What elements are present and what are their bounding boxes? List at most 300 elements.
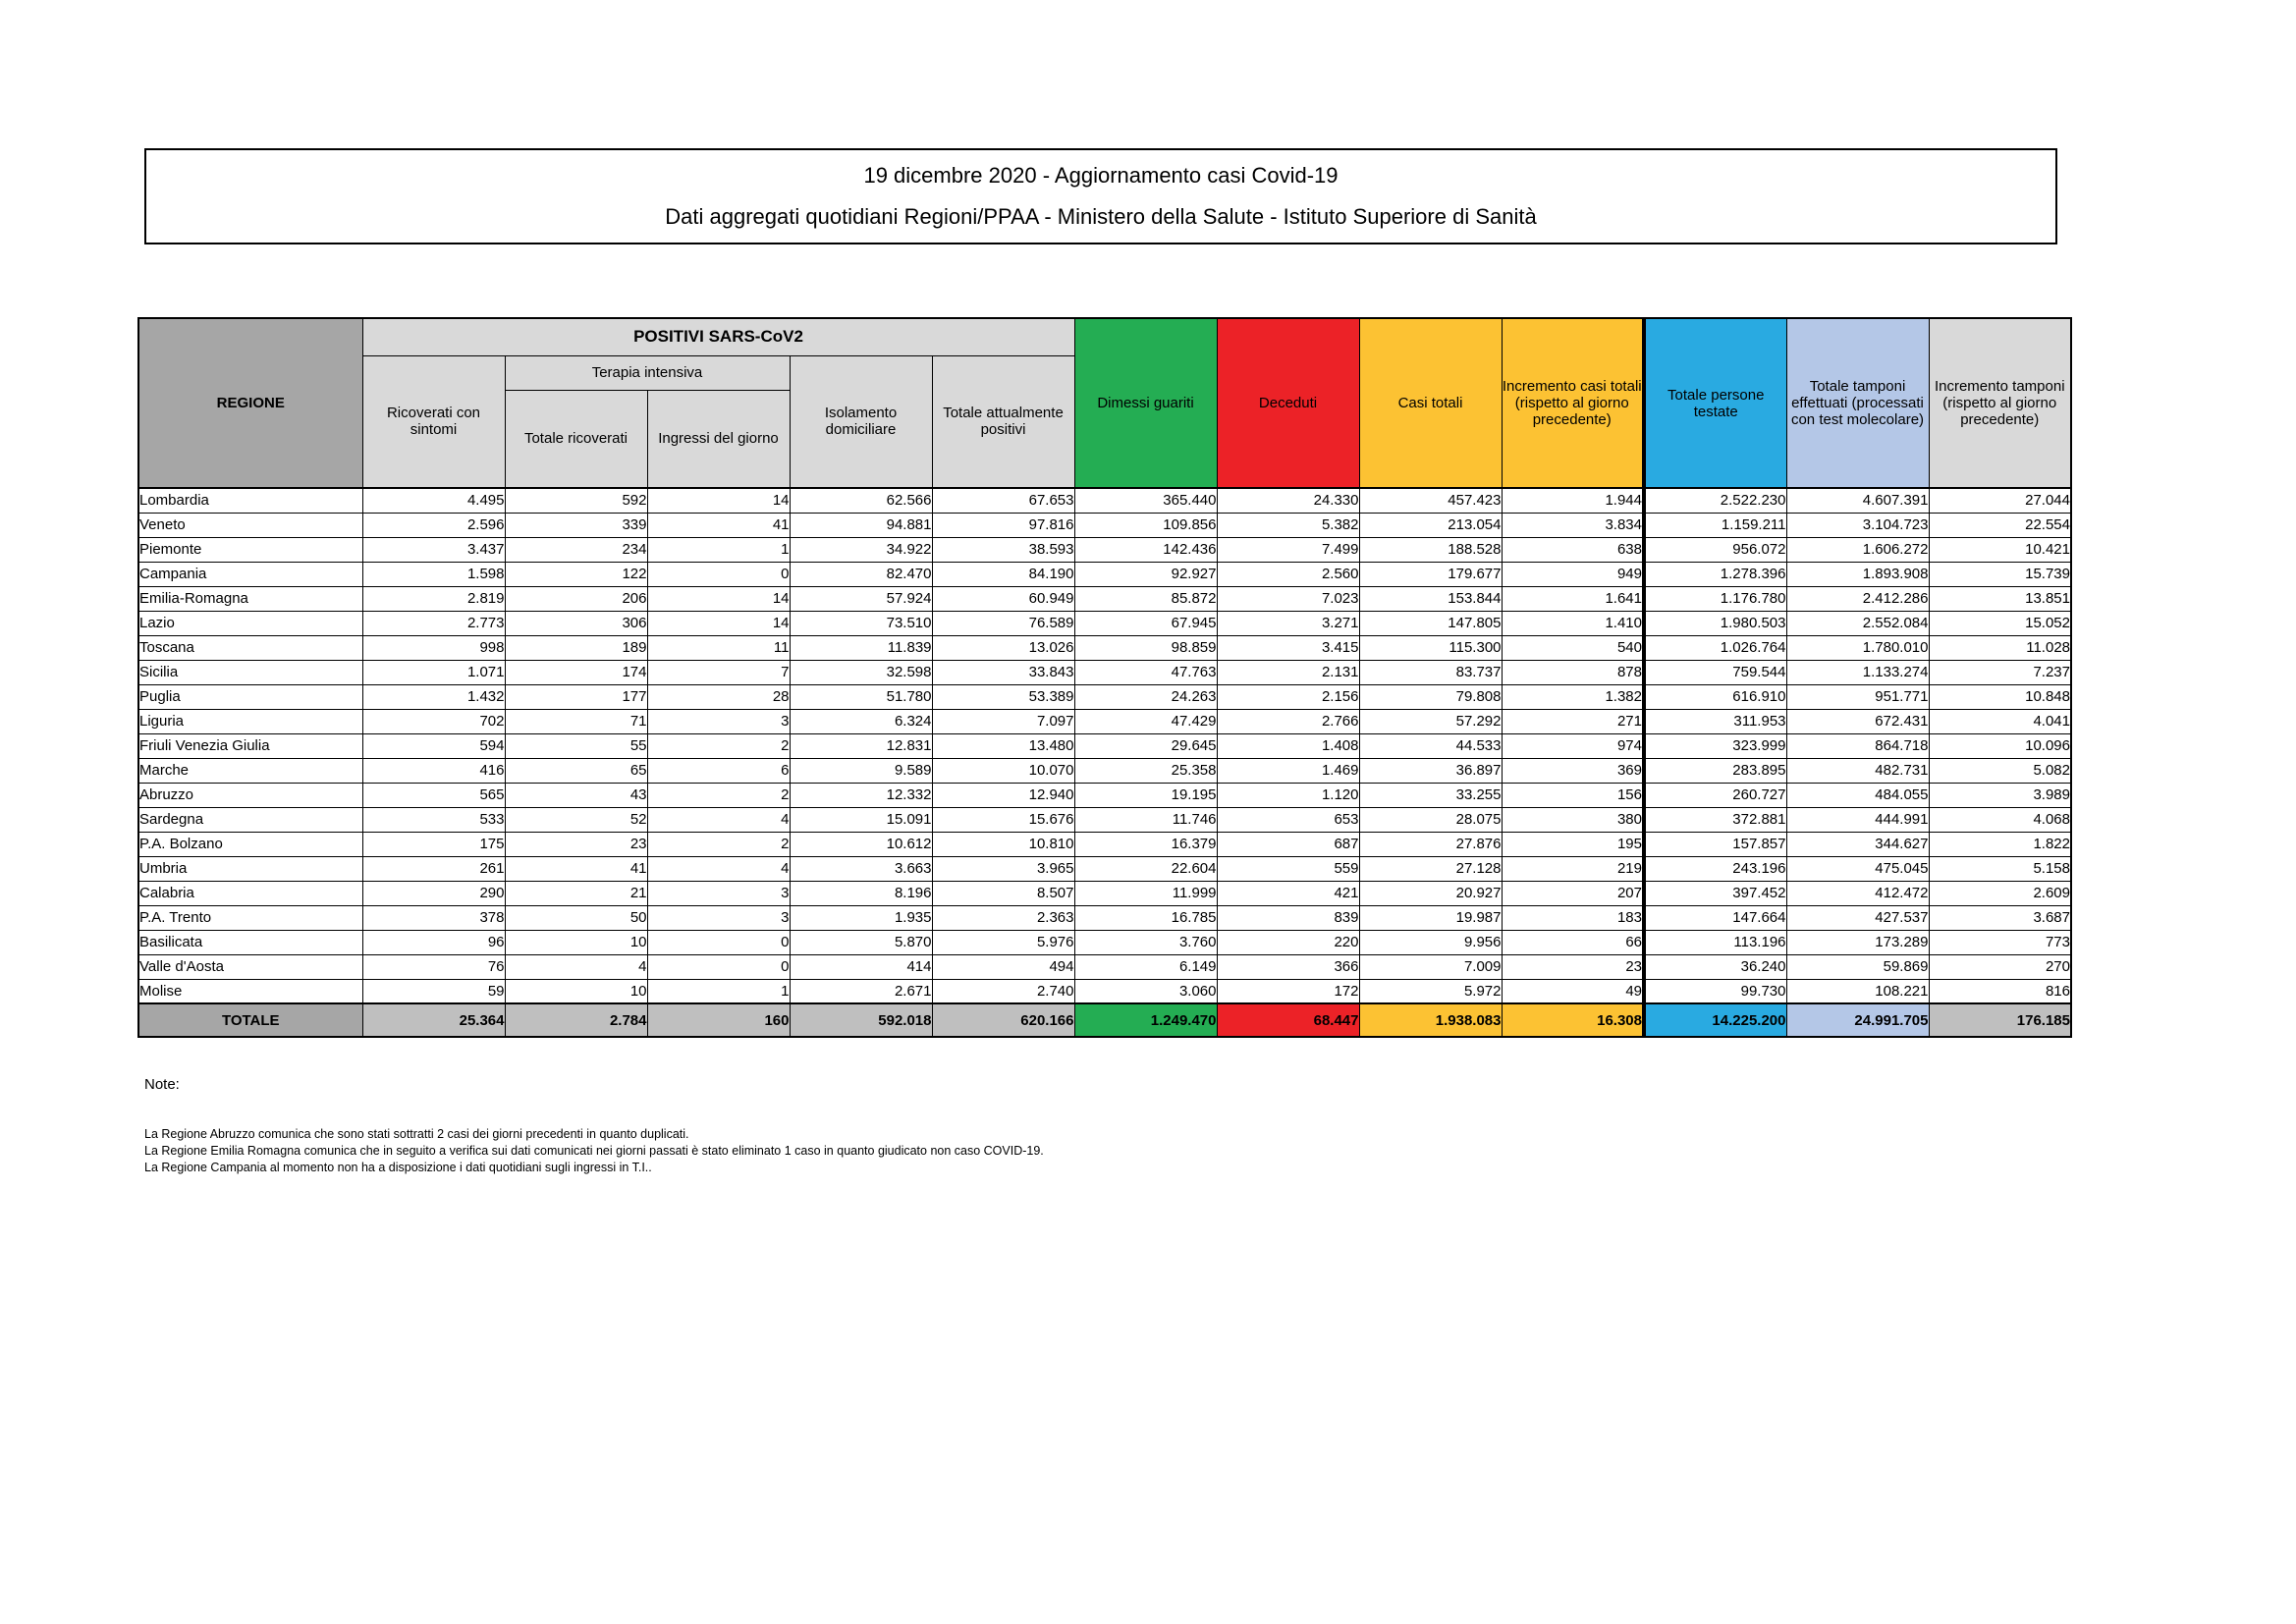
value-cell: 3.989 — [1929, 783, 2071, 807]
table-row — [138, 905, 2071, 930]
value-cell: 5.976 — [932, 930, 1074, 954]
value-cell: 1.938.083 — [1359, 1003, 1502, 1037]
value-cell: 53.389 — [932, 684, 1074, 709]
column-header-deceduti: Deceduti — [1217, 318, 1359, 488]
value-cell: 50 — [505, 905, 647, 930]
value-cell: 2.671 — [790, 979, 932, 1003]
value-cell: 0 — [647, 954, 790, 979]
value-cell: 115.300 — [1359, 635, 1502, 660]
region-name: Basilicata — [138, 930, 362, 954]
value-cell: 19.987 — [1359, 905, 1502, 930]
value-cell: 540 — [1502, 635, 1644, 660]
value-cell: 15.739 — [1929, 562, 2071, 586]
value-cell: 174 — [505, 660, 647, 684]
value-cell: 687 — [1217, 832, 1359, 856]
value-cell: 372.881 — [1644, 807, 1786, 832]
value-cell: 172 — [1217, 979, 1359, 1003]
value-cell: 2.412.286 — [1786, 586, 1929, 611]
value-cell: 76.589 — [932, 611, 1074, 635]
region-name: Veneto — [138, 513, 362, 537]
value-cell: 25.364 — [362, 1003, 505, 1037]
value-cell: 51.780 — [790, 684, 932, 709]
value-cell: 7.499 — [1217, 537, 1359, 562]
value-cell: 79.808 — [1359, 684, 1502, 709]
value-cell: 1.469 — [1217, 758, 1359, 783]
value-cell: 12.332 — [790, 783, 932, 807]
value-cell: 10.070 — [932, 758, 1074, 783]
value-cell: 1 — [647, 537, 790, 562]
value-cell: 416 — [362, 758, 505, 783]
region-name: Umbria — [138, 856, 362, 881]
value-cell: 0 — [647, 930, 790, 954]
value-cell: 15.052 — [1929, 611, 2071, 635]
value-cell: 3.663 — [790, 856, 932, 881]
value-cell: 702 — [362, 709, 505, 733]
value-cell: 173.289 — [1786, 930, 1929, 954]
value-cell: 11.999 — [1074, 881, 1217, 905]
value-cell: 594 — [362, 733, 505, 758]
value-cell: 974 — [1502, 733, 1644, 758]
notes-section — [144, 1076, 1044, 1176]
value-cell: 878 — [1502, 660, 1644, 684]
column-header-incremento-tamponi: Incremento tamponi (rispetto al giorno precedente) — [1929, 318, 2071, 488]
value-cell: 421 — [1217, 881, 1359, 905]
table-row — [138, 979, 2071, 1003]
value-cell: 13.480 — [932, 733, 1074, 758]
value-cell: 62.566 — [790, 488, 932, 513]
value-cell: 3.760 — [1074, 930, 1217, 954]
value-cell: 3.687 — [1929, 905, 2071, 930]
value-cell: 21 — [505, 881, 647, 905]
value-cell: 2.766 — [1217, 709, 1359, 733]
value-cell: 67.653 — [932, 488, 1074, 513]
column-header-attualmente-positivi: Totale attualmente positivi — [932, 355, 1074, 488]
value-cell: 1 — [647, 979, 790, 1003]
value-cell: 1.641 — [1502, 586, 1644, 611]
value-cell: 344.627 — [1786, 832, 1929, 856]
value-cell: 4 — [647, 856, 790, 881]
value-cell: 7.097 — [932, 709, 1074, 733]
value-cell: 59 — [362, 979, 505, 1003]
region-name: Sardegna — [138, 807, 362, 832]
value-cell: 366 — [1217, 954, 1359, 979]
value-cell: 188.528 — [1359, 537, 1502, 562]
value-cell: 1.159.211 — [1644, 513, 1786, 537]
value-cell: 85.872 — [1074, 586, 1217, 611]
notes-heading: Note: — [144, 1076, 180, 1093]
table-body — [138, 488, 2071, 1037]
value-cell: 10.421 — [1929, 537, 2071, 562]
value-cell: 2.363 — [932, 905, 1074, 930]
region-name: Sicilia — [138, 660, 362, 684]
value-cell: 271 — [1502, 709, 1644, 733]
value-cell: 864.718 — [1786, 733, 1929, 758]
value-cell: 565 — [362, 783, 505, 807]
table-row — [138, 537, 2071, 562]
value-cell: 6.324 — [790, 709, 932, 733]
value-cell: 14 — [647, 586, 790, 611]
value-cell: 66 — [1502, 930, 1644, 954]
value-cell: 147.664 — [1644, 905, 1786, 930]
value-cell: 592.018 — [790, 1003, 932, 1037]
table-row — [138, 513, 2071, 537]
value-cell: 11.028 — [1929, 635, 2071, 660]
region-name: Campania — [138, 562, 362, 586]
value-cell: 1.026.764 — [1644, 635, 1786, 660]
value-cell: 23 — [1502, 954, 1644, 979]
value-cell: 3.104.723 — [1786, 513, 1929, 537]
region-name: Liguria — [138, 709, 362, 733]
value-cell: 65 — [505, 758, 647, 783]
value-cell: 41 — [505, 856, 647, 881]
column-header-isolamento: Isolamento domiciliare — [790, 355, 932, 488]
table-row — [138, 930, 2071, 954]
value-cell: 0 — [647, 562, 790, 586]
value-cell: 15.091 — [790, 807, 932, 832]
table-row — [138, 807, 2071, 832]
value-cell: 195 — [1502, 832, 1644, 856]
value-cell: 22.554 — [1929, 513, 2071, 537]
region-name: Marche — [138, 758, 362, 783]
value-cell: 16.785 — [1074, 905, 1217, 930]
title-line-1: 19 dicembre 2020 - Aggiornamento casi Covid-19 — [863, 163, 1339, 188]
note-line: La Regione Campania al momento non ha a disposizione i dati quotidiani sugli ingressi in T.I.. — [144, 1161, 652, 1174]
value-cell: 12.831 — [790, 733, 932, 758]
value-cell: 52 — [505, 807, 647, 832]
column-header-incremento-casi: Incremento casi totali (rispetto al giorno precedente) — [1502, 318, 1644, 488]
value-cell: 12.940 — [932, 783, 1074, 807]
value-cell: 4 — [647, 807, 790, 832]
region-name: Emilia-Romagna — [138, 586, 362, 611]
value-cell: 243.196 — [1644, 856, 1786, 881]
value-cell: 34.922 — [790, 537, 932, 562]
value-cell: 5.158 — [1929, 856, 2071, 881]
value-cell: 484.055 — [1786, 783, 1929, 807]
value-cell: 28 — [647, 684, 790, 709]
value-cell: 839 — [1217, 905, 1359, 930]
column-header-persone-testate: Totale persone testate — [1644, 318, 1786, 488]
value-cell: 414 — [790, 954, 932, 979]
value-cell: 27.044 — [1929, 488, 2071, 513]
value-cell: 36.240 — [1644, 954, 1786, 979]
table-row — [138, 733, 2071, 758]
value-cell: 3.437 — [362, 537, 505, 562]
totale-row — [138, 1003, 2071, 1037]
column-header-regione: REGIONE — [138, 318, 362, 488]
region-name: Molise — [138, 979, 362, 1003]
value-cell: 638 — [1502, 537, 1644, 562]
value-cell: 397.452 — [1644, 881, 1786, 905]
value-cell: 951.771 — [1786, 684, 1929, 709]
value-cell: 108.221 — [1786, 979, 1929, 1003]
region-name: P.A. Bolzano — [138, 832, 362, 856]
value-cell: 11 — [647, 635, 790, 660]
value-cell: 365.440 — [1074, 488, 1217, 513]
value-cell: 25.358 — [1074, 758, 1217, 783]
value-cell: 24.263 — [1074, 684, 1217, 709]
value-cell: 183 — [1502, 905, 1644, 930]
value-cell: 28.075 — [1359, 807, 1502, 832]
value-cell: 82.470 — [790, 562, 932, 586]
table-row — [138, 684, 2071, 709]
value-cell: 1.893.908 — [1786, 562, 1929, 586]
value-cell: 206 — [505, 586, 647, 611]
value-cell: 3.271 — [1217, 611, 1359, 635]
value-cell: 175 — [362, 832, 505, 856]
value-cell: 2 — [647, 783, 790, 807]
value-cell: 369 — [1502, 758, 1644, 783]
value-cell: 10 — [505, 930, 647, 954]
value-cell: 8.196 — [790, 881, 932, 905]
value-cell: 592 — [505, 488, 647, 513]
value-cell: 43 — [505, 783, 647, 807]
value-cell: 412.472 — [1786, 881, 1929, 905]
totale-label: TOTALE — [138, 1003, 362, 1037]
value-cell: 380 — [1502, 807, 1644, 832]
region-name: Piemonte — [138, 537, 362, 562]
region-name: Lazio — [138, 611, 362, 635]
value-cell: 10.848 — [1929, 684, 2071, 709]
value-cell: 109.856 — [1074, 513, 1217, 537]
table-row — [138, 881, 2071, 905]
value-cell: 1.980.503 — [1644, 611, 1786, 635]
value-cell: 2.560 — [1217, 562, 1359, 586]
note-line: La Regione Abruzzo comunica che sono stati sottratti 2 casi dei giorni precedenti in quanto duplicati. — [144, 1127, 689, 1141]
value-cell: 14.225.200 — [1644, 1003, 1786, 1037]
value-cell: 10.096 — [1929, 733, 2071, 758]
value-cell: 2.609 — [1929, 881, 2071, 905]
value-cell: 773 — [1929, 930, 2071, 954]
table-row — [138, 488, 2071, 513]
value-cell: 13.026 — [932, 635, 1074, 660]
value-cell: 2.740 — [932, 979, 1074, 1003]
region-name: P.A. Trento — [138, 905, 362, 930]
value-cell: 3.060 — [1074, 979, 1217, 1003]
note-line: La Regione Emilia Romagna comunica che in seguito a verifica sui dati comunicati nei giorni passati è stato eliminato 1 caso in quanto giudicato non caso COVID-19. — [144, 1144, 1044, 1158]
value-cell: 20.927 — [1359, 881, 1502, 905]
value-cell: 11.839 — [790, 635, 932, 660]
value-cell: 113.196 — [1644, 930, 1786, 954]
value-cell: 29.645 — [1074, 733, 1217, 758]
column-header-dimessi-guariti: Dimessi guariti — [1074, 318, 1217, 488]
region-name: Puglia — [138, 684, 362, 709]
value-cell: 57.292 — [1359, 709, 1502, 733]
value-cell: 32.598 — [790, 660, 932, 684]
value-cell: 3 — [647, 905, 790, 930]
table-row — [138, 562, 2071, 586]
value-cell: 83.737 — [1359, 660, 1502, 684]
value-cell: 98.859 — [1074, 635, 1217, 660]
value-cell: 73.510 — [790, 611, 932, 635]
value-cell: 68.447 — [1217, 1003, 1359, 1037]
value-cell: 10.810 — [932, 832, 1074, 856]
value-cell: 147.805 — [1359, 611, 1502, 635]
value-cell: 67.945 — [1074, 611, 1217, 635]
value-cell: 7.237 — [1929, 660, 2071, 684]
value-cell: 482.731 — [1786, 758, 1929, 783]
title-box — [144, 148, 2057, 244]
value-cell: 2.131 — [1217, 660, 1359, 684]
value-cell: 2.784 — [505, 1003, 647, 1037]
value-cell: 49 — [1502, 979, 1644, 1003]
value-cell: 44.533 — [1359, 733, 1502, 758]
region-name: Valle d'Aosta — [138, 954, 362, 979]
value-cell: 156 — [1502, 783, 1644, 807]
value-cell: 2.522.230 — [1644, 488, 1786, 513]
value-cell: 444.991 — [1786, 807, 1929, 832]
value-cell: 4.068 — [1929, 807, 2071, 832]
value-cell: 311.953 — [1644, 709, 1786, 733]
column-header-totale-ricoverati: Totale ricoverati — [505, 390, 647, 488]
value-cell: 14 — [647, 611, 790, 635]
value-cell: 2 — [647, 832, 790, 856]
value-cell: 179.677 — [1359, 562, 1502, 586]
value-cell: 759.544 — [1644, 660, 1786, 684]
value-cell: 998 — [362, 635, 505, 660]
value-cell: 1.176.780 — [1644, 586, 1786, 611]
value-cell: 672.431 — [1786, 709, 1929, 733]
value-cell: 1.120 — [1217, 783, 1359, 807]
value-cell: 2.552.084 — [1786, 611, 1929, 635]
region-name: Abruzzo — [138, 783, 362, 807]
region-name: Friuli Venezia Giulia — [138, 733, 362, 758]
value-cell: 1.408 — [1217, 733, 1359, 758]
value-cell: 2.819 — [362, 586, 505, 611]
column-header-ingressi-giorno: Ingressi del giorno — [647, 390, 790, 488]
value-cell: 13.851 — [1929, 586, 2071, 611]
value-cell: 99.730 — [1644, 979, 1786, 1003]
value-cell: 4.495 — [362, 488, 505, 513]
value-cell: 176.185 — [1929, 1003, 2071, 1037]
value-cell: 1.598 — [362, 562, 505, 586]
value-cell: 47.429 — [1074, 709, 1217, 733]
value-cell: 427.537 — [1786, 905, 1929, 930]
value-cell: 494 — [932, 954, 1074, 979]
value-cell: 1.606.272 — [1786, 537, 1929, 562]
value-cell: 60.949 — [932, 586, 1074, 611]
value-cell: 219 — [1502, 856, 1644, 881]
value-cell: 33.843 — [932, 660, 1074, 684]
value-cell: 1.382 — [1502, 684, 1644, 709]
value-cell: 323.999 — [1644, 733, 1786, 758]
value-cell: 283.895 — [1644, 758, 1786, 783]
value-cell: 15.676 — [932, 807, 1074, 832]
value-cell: 36.897 — [1359, 758, 1502, 783]
value-cell: 177 — [505, 684, 647, 709]
value-cell: 620.166 — [932, 1003, 1074, 1037]
value-cell: 1.071 — [362, 660, 505, 684]
value-cell: 7.009 — [1359, 954, 1502, 979]
table-row — [138, 709, 2071, 733]
value-cell: 38.593 — [932, 537, 1074, 562]
value-cell: 160 — [647, 1003, 790, 1037]
value-cell: 6.149 — [1074, 954, 1217, 979]
value-cell: 5.382 — [1217, 513, 1359, 537]
value-cell: 22.604 — [1074, 856, 1217, 881]
value-cell: 1.432 — [362, 684, 505, 709]
table-row — [138, 856, 2071, 881]
value-cell: 5.082 — [1929, 758, 2071, 783]
value-cell: 4 — [505, 954, 647, 979]
value-cell: 1.780.010 — [1786, 635, 1929, 660]
value-cell: 41 — [647, 513, 790, 537]
region-name: Lombardia — [138, 488, 362, 513]
table-row — [138, 660, 2071, 684]
value-cell: 2.773 — [362, 611, 505, 635]
value-cell: 19.195 — [1074, 783, 1217, 807]
value-cell: 1.935 — [790, 905, 932, 930]
value-cell: 27.876 — [1359, 832, 1502, 856]
value-cell: 27.128 — [1359, 856, 1502, 881]
value-cell: 220 — [1217, 930, 1359, 954]
value-cell: 47.763 — [1074, 660, 1217, 684]
value-cell: 1.249.470 — [1074, 1003, 1217, 1037]
column-header-casi-totali: Casi totali — [1359, 318, 1502, 488]
value-cell: 157.857 — [1644, 832, 1786, 856]
value-cell: 97.816 — [932, 513, 1074, 537]
table-row — [138, 832, 2071, 856]
value-cell: 475.045 — [1786, 856, 1929, 881]
value-cell: 616.910 — [1644, 684, 1786, 709]
value-cell: 653 — [1217, 807, 1359, 832]
value-cell: 5.972 — [1359, 979, 1502, 1003]
value-cell: 7.023 — [1217, 586, 1359, 611]
column-group-terapia-intensiva: Terapia intensiva — [505, 355, 790, 390]
value-cell: 153.844 — [1359, 586, 1502, 611]
value-cell: 378 — [362, 905, 505, 930]
value-cell: 3.834 — [1502, 513, 1644, 537]
value-cell: 4.607.391 — [1786, 488, 1929, 513]
table-row — [138, 611, 2071, 635]
value-cell: 533 — [362, 807, 505, 832]
value-cell: 9.589 — [790, 758, 932, 783]
covid-data-table — [137, 317, 2072, 1038]
region-name: Calabria — [138, 881, 362, 905]
value-cell: 1.133.274 — [1786, 660, 1929, 684]
value-cell: 96 — [362, 930, 505, 954]
value-cell: 339 — [505, 513, 647, 537]
value-cell: 261 — [362, 856, 505, 881]
value-cell: 1.944 — [1502, 488, 1644, 513]
value-cell: 122 — [505, 562, 647, 586]
value-cell: 10.612 — [790, 832, 932, 856]
value-cell: 816 — [1929, 979, 2071, 1003]
value-cell: 234 — [505, 537, 647, 562]
value-cell: 10 — [505, 979, 647, 1003]
value-cell: 6 — [647, 758, 790, 783]
value-cell: 84.190 — [932, 562, 1074, 586]
value-cell: 949 — [1502, 562, 1644, 586]
value-cell: 9.956 — [1359, 930, 1502, 954]
value-cell: 23 — [505, 832, 647, 856]
column-group-positivi: POSITIVI SARS-CoV2 — [362, 318, 1074, 355]
value-cell: 306 — [505, 611, 647, 635]
value-cell: 3.415 — [1217, 635, 1359, 660]
value-cell: 270 — [1929, 954, 2071, 979]
value-cell: 956.072 — [1644, 537, 1786, 562]
title-line-2: Dati aggregati quotidiani Regioni/PPAA - Ministero della Salute - Istituto Superiore di Sanità — [665, 204, 1537, 229]
value-cell: 94.881 — [790, 513, 932, 537]
column-header-ricoverati-sintomi: Ricoverati con sintomi — [362, 355, 505, 488]
value-cell: 142.436 — [1074, 537, 1217, 562]
value-cell: 7 — [647, 660, 790, 684]
table-row — [138, 758, 2071, 783]
value-cell: 16.379 — [1074, 832, 1217, 856]
column-header-totale-tamponi: Totale tamponi effettuati (processati con test molecolare) — [1786, 318, 1929, 488]
value-cell: 24.330 — [1217, 488, 1359, 513]
value-cell: 1.410 — [1502, 611, 1644, 635]
value-cell: 92.927 — [1074, 562, 1217, 586]
